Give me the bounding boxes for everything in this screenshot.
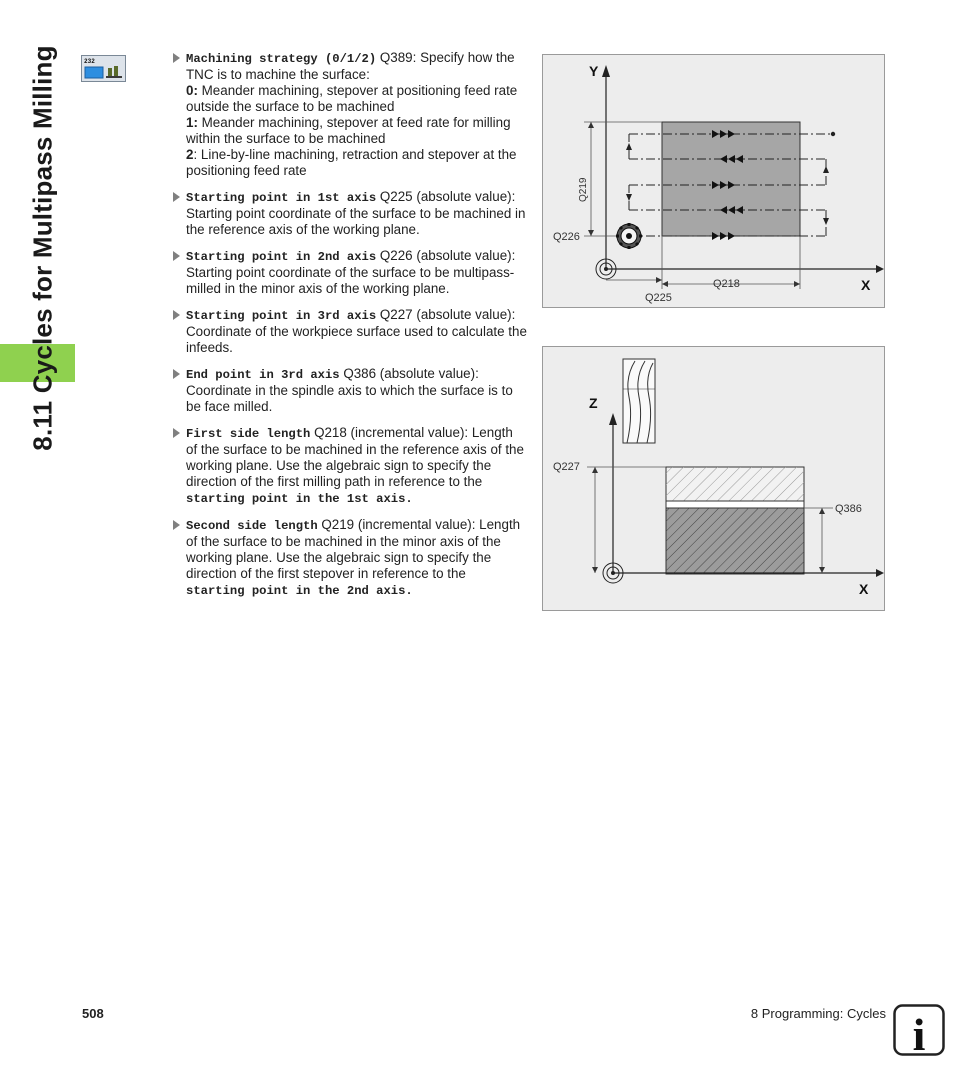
q225-label: Q225 <box>645 292 672 304</box>
q219-label: Q219 <box>578 177 589 202</box>
bullet-arrow-icon <box>173 520 180 530</box>
bullet-arrow-icon <box>173 53 180 63</box>
section-title: 8.11 Cycles for Multipass Milling <box>27 45 58 451</box>
q226-label: Q226 <box>553 231 580 243</box>
parameter-list <box>171 50 527 609</box>
param-first-side-length: First side length Q218 (incremental value): Length of the surface to be machined in the reference axis of the working plane. Use the algebraic sign to specify the direction of the first milling path in reference to the starting point in the 1st axis. <box>171 425 527 507</box>
param-second-side-length: Second side length Q219 (incremental value): Length of the surface to be machined in the minor axis of the working plane. Use the algebraic sign to specify the direction of the first stepover in reference to the starting point in the 2nd axis. <box>171 517 527 599</box>
x-axis-label: X <box>861 277 871 293</box>
x-axis-arrow-icon <box>876 569 884 577</box>
bullet-arrow-icon <box>173 428 180 438</box>
chapter-label: 8 Programming: Cycles <box>750 1006 886 1021</box>
bullet-arrow-icon <box>173 310 180 320</box>
cycle-232-icon <box>81 55 126 82</box>
xy-plane-figure <box>542 54 885 308</box>
info-icon <box>893 1004 945 1056</box>
z-axis-arrow-icon <box>609 413 617 425</box>
q386-label: Q386 <box>835 503 862 515</box>
x-axis-label: X <box>859 581 869 597</box>
x-axis-arrow-icon <box>876 265 884 273</box>
bullet-arrow-icon <box>173 251 180 261</box>
y-axis-label: Y <box>589 63 599 79</box>
param-end-3rd-axis: End point in 3rd axis Q386 (absolute value): Coordinate in the spindle axis to which the surface is to be face milled. <box>171 366 527 415</box>
param-start-1st-axis: Starting point in 1st axis Q225 (absolute value): Starting point coordinate of the surface to be machined in the reference axis of the working plane. <box>171 189 527 238</box>
q218-label: Q218 <box>713 278 740 290</box>
surface-area <box>662 122 800 236</box>
bullet-arrow-icon <box>173 369 180 379</box>
param-start-3rd-axis: Starting point in 3rd axis Q227 (absolute value): Coordinate of the workpiece surface used to calculate the infeeds. <box>171 307 527 356</box>
end-mill-icon <box>623 359 655 443</box>
svg-text:232: 232 <box>84 58 95 65</box>
y-axis-arrow-icon <box>602 65 610 77</box>
milling-cutter-icon <box>616 223 642 249</box>
param-machining-strategy: Machining strategy (0/1/2) Q389: Specify how the TNC is to machine the surface: 0: Meander machining, stepover at positioning feed rate outside the surface to be machined 1: Meander machining, stepover at feed rate for milling within the surface to be machined 2: Line-by-line machining, retraction and stepover at the positioning feed rate <box>171 50 527 179</box>
q227-label: Q227 <box>553 461 580 473</box>
bullet-arrow-icon <box>173 192 180 202</box>
svg-text:i: i <box>912 1009 926 1056</box>
xz-plane-figure <box>542 346 885 611</box>
z-axis-label: Z <box>589 395 598 411</box>
param-start-2nd-axis: Starting point in 2nd axis Q226 (absolute value): Starting point coordinate of the surface to be multipass-milled in the minor axis of the working plane. <box>171 248 527 297</box>
page-number: 508 <box>82 1006 104 1021</box>
